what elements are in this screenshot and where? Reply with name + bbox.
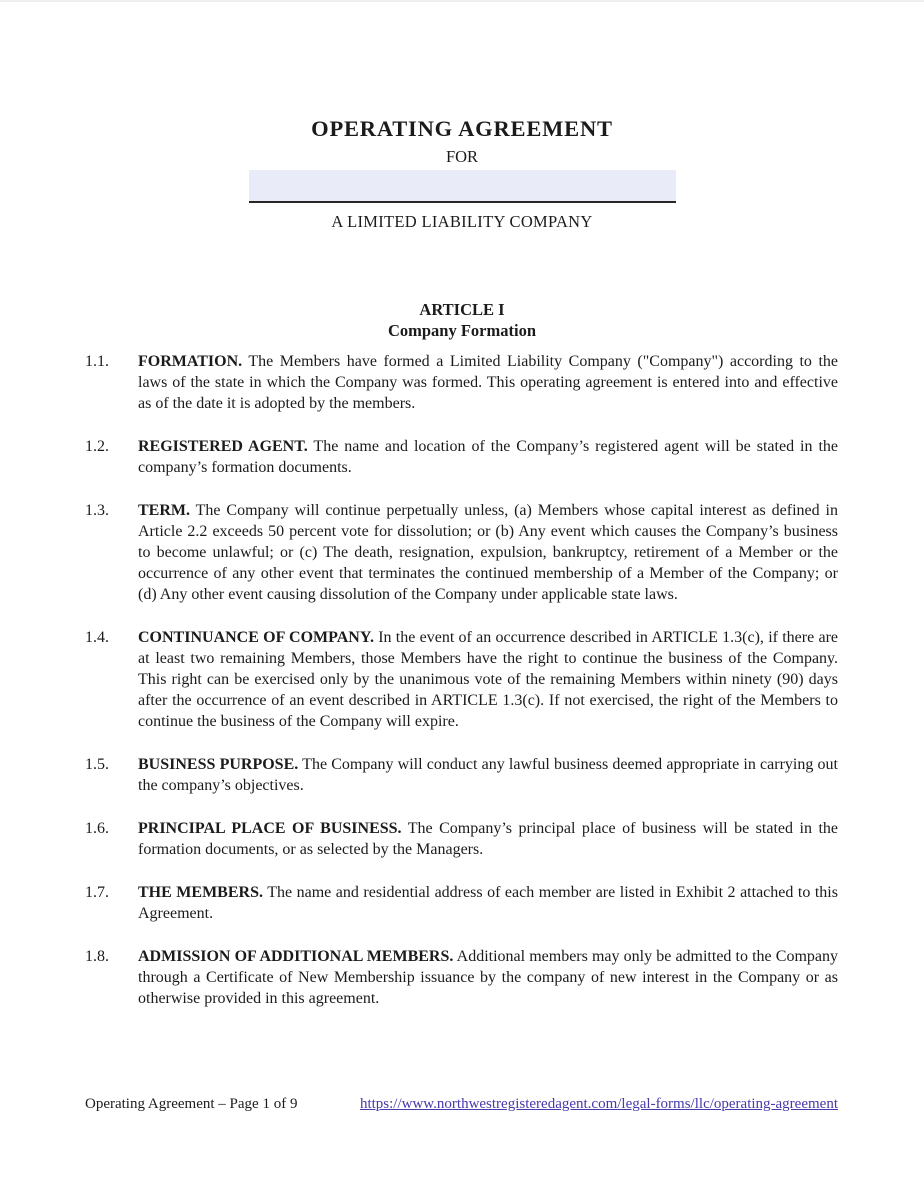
section-label: BUSINESS PURPOSE. <box>138 756 299 773</box>
section-label: TERM. <box>138 502 190 519</box>
section-1-3 <box>85 500 838 605</box>
company-name-field-underline <box>249 170 676 203</box>
section-label: THE MEMBERS. <box>138 884 263 901</box>
section-1-1 <box>85 351 838 414</box>
document-subtitle-llc: A LIMITED LIABILITY COMPANY <box>331 212 593 231</box>
section-number: 1.1. <box>85 353 109 370</box>
document-title: OPERATING AGREEMENT <box>311 116 613 141</box>
section-body: The name and location of the Company’s registered agent will be stated in the company’s formation documents. <box>138 438 839 476</box>
section-1-8 <box>85 946 838 1009</box>
section-label: PRINCIPAL PLACE OF BUSINESS. <box>138 820 402 837</box>
section-paragraph <box>138 351 838 414</box>
section-1-4 <box>85 627 838 732</box>
section-body: The Company will conduct any lawful business deemed appropriate in carrying out the company’s objectives. <box>138 756 838 794</box>
section-1-7 <box>85 882 838 924</box>
document-subtitle-for: FOR <box>445 147 479 166</box>
section-label: ADMISSION OF ADDITIONAL MEMBERS. <box>138 948 454 965</box>
section-body: The Members have formed a Limited Liability Company ("Company") according to the laws of the state in which the Company was formed. This operating agreement is entered into and effective as of the date it is adopted by the members. <box>138 353 839 412</box>
section-number: 1.6. <box>85 820 109 837</box>
company-name-input[interactable] <box>249 170 676 201</box>
section-paragraph <box>138 754 838 796</box>
article-subheading: Company Formation <box>387 321 537 340</box>
article-heading-block <box>0 299 924 341</box>
section-label: REGISTERED AGENT. <box>138 438 308 455</box>
section-paragraph <box>138 818 838 860</box>
section-paragraph <box>138 946 838 1009</box>
section-paragraph <box>138 500 838 605</box>
article-1 <box>0 299 924 1009</box>
section-number: 1.4. <box>85 629 109 646</box>
section-body: The name and residential address of each member are listed in Exhibit 2 attached to this Agreement. <box>138 884 838 922</box>
section-number: 1.2. <box>85 438 109 455</box>
section-body: The Company’s principal place of business will be stated in the formation documents, or as selected by the Managers. <box>138 820 838 858</box>
section-number: 1.5. <box>85 756 109 773</box>
page-footer <box>85 1094 838 1114</box>
section-body: Additional members may only be admitted to the Company through a Certificate of New Membership issuance by the company of new interest in the Company or as otherwise provided in this agreement. <box>138 948 839 1007</box>
section-label: CONTINUANCE OF COMPANY. <box>138 629 374 646</box>
section-paragraph <box>138 627 838 732</box>
article-heading: ARTICLE I <box>419 300 505 319</box>
document-header <box>0 114 924 233</box>
section-1-5 <box>85 754 838 796</box>
section-label: FORMATION. <box>138 353 243 370</box>
section-1-6 <box>85 818 838 860</box>
section-1-2 <box>85 436 838 478</box>
footer-link[interactable]: https://www.northwestregisteredagent.com/legal-forms/llc/operating-agreement <box>359 1096 838 1112</box>
section-paragraph <box>138 882 838 924</box>
footer-page-label: Operating Agreement – Page 1 of 9 <box>85 1096 298 1112</box>
article-sections <box>85 351 838 1009</box>
section-paragraph <box>138 436 838 478</box>
section-number: 1.8. <box>85 948 109 965</box>
section-body: The Company will continue perpetually unless, (a) Members whose capital interest as defined in Article 2.2 exceeds 50 percent vote for dissolution; or (b) Any event which causes the Company’s business to become unlawful; or (c) The death, resignation, expulsion, bankruptcy, retirement of a Member or the occurrence of any other event that terminates the continued membership of a Member of the Company; or (d) Any other event causing dissolution of the Company under applicable state laws. <box>138 502 838 603</box>
section-number: 1.3. <box>85 502 109 519</box>
section-number: 1.7. <box>85 884 109 901</box>
section-body: In the event of an occurrence described in ARTICLE 1.3(c), if there are at least two remaining Members, those Members have the right to continue the business of the Company. This right can be exercised only by the unanimous vote of the remaining Members within ninety (90) days after the occurrence of an event described in ARTICLE 1.3(c). If not exercised, the right of the Members to continue the business of the Company will expire. <box>138 629 838 730</box>
